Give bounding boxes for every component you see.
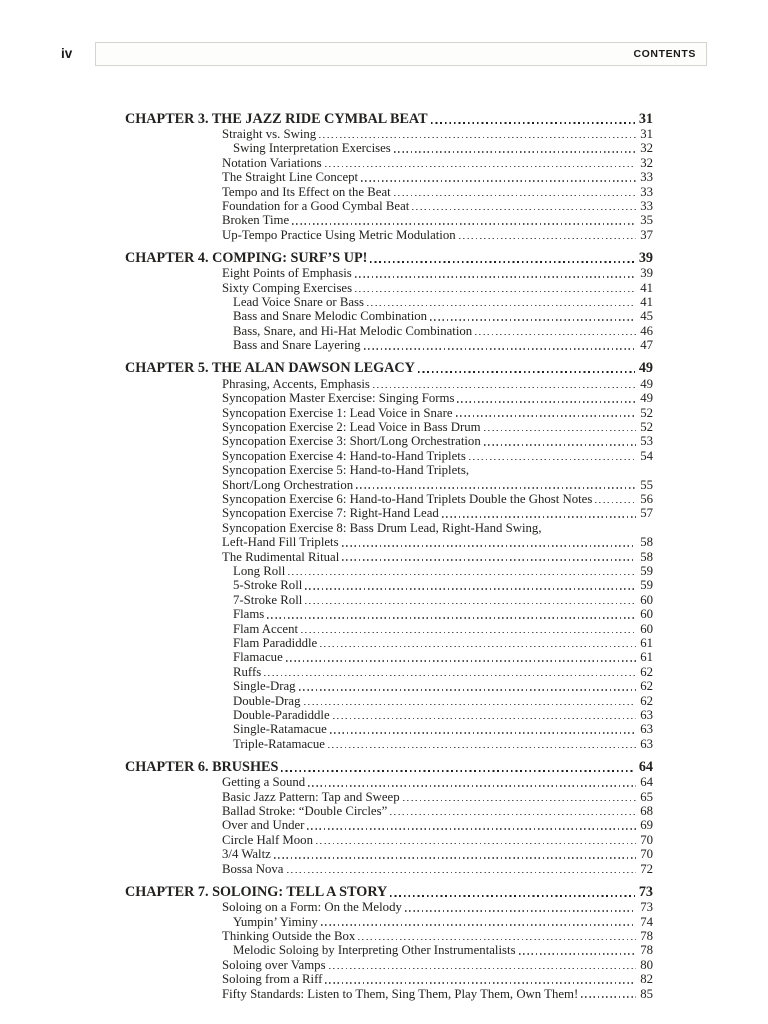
toc-entry-page: 74 [640, 914, 653, 929]
toc-entry-page: 61 [640, 650, 653, 665]
toc-entry [125, 199, 653, 213]
toc-entry [125, 578, 653, 592]
toc-entry-label: Sixty Comping Exercises [222, 280, 353, 295]
toc-entry-label: Eight Points of Emphasis [222, 266, 352, 281]
toc-entry-label: Double-Drag [233, 693, 301, 708]
toc-entry-label: Phrasing, Accents, Emphasis [222, 376, 370, 391]
toc-entry-label: Syncopation Exercise 5: Hand-to-Hand Triplets, [222, 463, 470, 478]
toc-entry-page: 60 [640, 621, 653, 636]
toc-entry [125, 804, 653, 818]
toc-entry-page: 59 [640, 578, 653, 593]
toc-entry-label: Flamacue [233, 650, 283, 665]
toc-entry [125, 862, 653, 876]
dot-leader [325, 166, 637, 168]
dot-leader [484, 430, 637, 432]
toc-entry [125, 324, 653, 338]
toc-entry-page: 47 [640, 338, 653, 353]
toc-entry-page: 63 [640, 722, 653, 737]
toc-entry-page: 35 [640, 213, 653, 228]
toc-entry [125, 281, 653, 295]
toc-entry-page: 69 [640, 818, 653, 833]
toc-entry [125, 185, 653, 199]
toc-entry-label: Foundation for a Good Cymbal Beat [222, 199, 410, 214]
dot-leader [519, 953, 637, 955]
toc-entry [125, 377, 653, 391]
toc-entry-page: 78 [640, 928, 653, 943]
toc-entry-page: 73 [640, 900, 653, 915]
toc-entry-page: 33 [640, 184, 653, 199]
toc-entry-page: 62 [640, 664, 653, 679]
toc-entry-label: Flams [233, 607, 265, 622]
toc-entry-label: Bossa Nova [222, 861, 284, 876]
dot-leader [342, 559, 636, 561]
toc-entry [125, 972, 653, 986]
toc-entry-page: 70 [640, 832, 653, 847]
toc-entry-label: Lead Voice Snare or Bass [233, 295, 365, 310]
toc-entry-page: 33 [640, 199, 653, 214]
toc-entry-label: Long Roll [233, 563, 286, 578]
toc-entry-label: Bass and Snare Layering [233, 338, 361, 353]
toc-entry [125, 391, 653, 405]
dot-leader [370, 261, 634, 263]
toc-entry-page: 57 [640, 506, 653, 521]
toc-entry-page: 73 [638, 883, 653, 900]
toc-entry [125, 818, 653, 832]
toc-entry-label: Ruffs [233, 664, 262, 679]
toc-entry-label: Ballad Stroke: “Double Circles” [222, 804, 388, 819]
toc-entry-page: 41 [640, 295, 653, 310]
dot-leader [292, 223, 636, 225]
dot-leader [459, 238, 637, 240]
toc-entry-label: Broken Time [222, 213, 290, 228]
dot-leader [321, 924, 636, 926]
toc-entry [125, 759, 653, 776]
dot-leader [288, 574, 636, 576]
dot-leader [373, 387, 636, 389]
dot-leader [581, 996, 636, 998]
toc-entry [125, 141, 653, 155]
toc-entry [125, 847, 653, 861]
toc-entry-page: 49 [640, 376, 653, 391]
toc-entry-label: Bass and Snare Melodic Combination [233, 309, 428, 324]
toc-entry-page: 53 [640, 434, 653, 449]
toc-entry-page: 82 [640, 972, 653, 987]
dot-leader [316, 843, 636, 845]
toc-entry [125, 463, 653, 477]
toc-entry-page: 45 [640, 309, 653, 324]
dot-leader [319, 137, 636, 139]
toc-entry-label: Syncopation Master Exercise: Singing Forms [222, 391, 455, 406]
toc-entry [125, 434, 653, 448]
toc-entry-page: 49 [640, 391, 653, 406]
toc-entry [125, 790, 653, 804]
toc-entry [125, 420, 653, 434]
toc-entry-label: 5-Stroke Roll [233, 578, 303, 593]
toc-entry-label: Double-Paradiddle [233, 708, 330, 723]
toc-entry-page: 64 [640, 775, 653, 790]
dot-leader [364, 348, 637, 350]
toc-entry-page: 62 [640, 693, 653, 708]
dot-leader [356, 487, 636, 489]
toc-entry-label: Swing Interpretation Exercises [233, 141, 391, 156]
toc-entry-page: 72 [640, 861, 653, 876]
toc-entry [125, 127, 653, 141]
running-header-label: CONTENTS [633, 48, 696, 60]
toc-entry-label: Fifty Standards: Listen to Them, Sing Them, Play Them, Own Them! [222, 986, 579, 1001]
toc-entry-label: Triple-Ratamacue [233, 736, 325, 751]
toc-entry-label: Getting a Sound [222, 775, 306, 790]
toc-entry [125, 884, 653, 901]
toc-entry-page: 65 [640, 789, 653, 804]
dot-leader [320, 646, 636, 648]
toc-entry [125, 593, 653, 607]
toc-entry-page: 52 [640, 419, 653, 434]
toc-entry [125, 679, 653, 693]
toc-entry-page: 58 [640, 535, 653, 550]
toc-entry-page: 55 [640, 477, 653, 492]
toc-entry-label: Circle Half Moon [222, 832, 313, 847]
toc-entry-page: 32 [640, 155, 653, 170]
toc-entry [125, 622, 653, 636]
toc-entry-label: Thinking Outside the Box [222, 928, 356, 943]
toc-entry-page: 64 [638, 758, 653, 775]
toc-entry [125, 170, 653, 184]
dot-leader [267, 617, 636, 619]
dot-leader [405, 910, 636, 912]
toc-entry [125, 535, 653, 549]
toc-entry-page: 37 [640, 227, 653, 242]
dot-leader [305, 603, 636, 605]
toc-entry-page: 78 [640, 943, 653, 958]
toc-entry-page: 63 [640, 708, 653, 723]
toc-entry-page: 68 [640, 804, 653, 819]
dot-leader [305, 588, 636, 590]
toc-entry [125, 915, 653, 929]
toc-entry-page: 33 [640, 170, 653, 185]
toc-entry-label: 3/4 Waltz [222, 847, 271, 862]
dot-leader [307, 828, 636, 830]
dot-leader [430, 319, 636, 321]
dot-leader [390, 895, 635, 897]
dot-leader [355, 276, 636, 278]
toc-entry [125, 550, 653, 564]
dot-leader [304, 704, 637, 706]
dot-leader [286, 660, 636, 662]
dot-leader [442, 516, 636, 518]
toc-entry [125, 228, 653, 242]
toc-entry [125, 478, 653, 492]
dot-leader [469, 459, 636, 461]
toc-entry-label: Syncopation Exercise 8: Bass Drum Lead, Right-Hand Swing, [222, 520, 542, 535]
dot-leader [475, 334, 636, 336]
toc-entry-label: Basic Jazz Pattern: Tap and Sweep [222, 789, 400, 804]
toc-entry-page: 62 [640, 679, 653, 694]
toc-entry-page: 61 [640, 636, 653, 650]
toc-entry-page: 52 [640, 405, 653, 420]
toc-entry-label: Up-Tempo Practice Using Metric Modulation [222, 227, 456, 242]
toc-entry-label: Short/Long Orchestration [222, 477, 354, 492]
toc-entry [125, 636, 653, 650]
dot-leader [390, 814, 636, 816]
toc-entry [125, 111, 653, 128]
toc-entry-page: 63 [640, 736, 653, 751]
toc-entry [125, 943, 653, 957]
toc-entry [125, 449, 653, 463]
toc-entry-label: Single-Ratamacue [233, 722, 327, 737]
dot-leader [342, 545, 637, 547]
toc-entry [125, 665, 653, 679]
dot-leader [394, 195, 636, 197]
toc-entry-label: Soloing on a Form: On the Melody [222, 900, 402, 915]
dot-leader [595, 502, 636, 504]
dot-leader [281, 770, 634, 772]
toc-entry [125, 213, 653, 227]
dot-leader [299, 689, 637, 691]
dot-leader [329, 968, 637, 970]
toc-entry-label: Left-Hand Fill Triplets [222, 535, 339, 550]
toc-entry [125, 406, 653, 420]
toc-entry-page: 41 [640, 280, 653, 295]
toc-entry [125, 607, 653, 621]
dot-leader [418, 371, 635, 373]
dot-leader [412, 209, 636, 211]
toc-entry [125, 708, 653, 722]
toc-entry-page: 39 [640, 266, 653, 281]
dot-leader [325, 982, 636, 984]
toc [125, 103, 653, 1001]
toc-entry [125, 360, 653, 377]
toc-entry-page: 70 [640, 847, 653, 862]
toc-entry [125, 929, 653, 943]
toc-entry [125, 737, 653, 751]
running-header-bar [95, 42, 707, 66]
toc-entry [125, 521, 653, 535]
toc-entry [125, 295, 653, 309]
dot-leader [287, 872, 637, 874]
dot-leader [361, 180, 636, 182]
toc-entry [125, 266, 653, 280]
toc-entry-page: 54 [640, 448, 653, 463]
toc-entry-label: Straight vs. Swing [222, 127, 317, 141]
toc-entry-label: Notation Variations [222, 155, 322, 170]
toc-entry-page: 56 [640, 491, 653, 506]
toc-entry-label: Syncopation Exercise 3: Short/Long Orchestration [222, 434, 481, 449]
toc-entry [125, 833, 653, 847]
dot-leader [301, 632, 636, 634]
toc-entry-label: Soloing over Vamps [222, 957, 326, 972]
toc-entry-label: Melodic Soloing by Interpreting Other Instrumentalists [233, 943, 516, 958]
toc-entry-page: 46 [640, 323, 653, 338]
toc-entry-label: CHAPTER 4. COMPING: SURF’S UP! [125, 249, 368, 266]
dot-leader [330, 732, 636, 734]
toc-entry-label: CHAPTER 5. THE ALAN DAWSON LEGACY [125, 360, 415, 377]
dot-leader [264, 675, 636, 677]
toc-entry-label: Over and Under [222, 818, 305, 833]
toc-entry-page: 85 [640, 986, 653, 1001]
toc-entry-label: Syncopation Exercise 1: Lead Voice in Snare [222, 405, 453, 420]
toc-entry-label: Single-Drag [233, 679, 296, 694]
toc-entry-label: CHAPTER 7. SOLOING: TELL A STORY [125, 883, 388, 900]
toc-entry [125, 958, 653, 972]
toc-entry-page: 58 [640, 549, 653, 564]
toc-entry-label: Yumpin’ Yiminy [233, 914, 318, 929]
toc-entry-label: CHAPTER 6. BRUSHES [125, 758, 279, 775]
toc-entry [125, 564, 653, 578]
toc-entry-page: 80 [640, 957, 653, 972]
toc-entry-label: Syncopation Exercise 2: Lead Voice in Bass Drum [222, 419, 481, 434]
toc-entry [125, 775, 653, 789]
toc-entry-page: 31 [638, 110, 653, 127]
toc-entry [125, 338, 653, 352]
toc-entry [125, 900, 653, 914]
page-folio: iv [61, 46, 73, 61]
toc-entry-label: Syncopation Exercise 6: Hand-to-Hand Triplets Double the Ghost Notes [222, 491, 593, 506]
toc-entry [125, 492, 653, 506]
toc-entry-label: 7-Stroke Roll [233, 592, 303, 607]
toc-entry-label: Syncopation Exercise 7: Right-Hand Lead [222, 506, 439, 521]
toc-entry-page: 39 [638, 249, 653, 266]
dot-leader [328, 747, 636, 749]
dot-leader [431, 122, 635, 124]
toc-entry-label: The Straight Line Concept [222, 170, 359, 185]
toc-entry-page: 32 [640, 141, 653, 156]
dot-leader [394, 151, 636, 153]
toc-entry-page: 60 [640, 592, 653, 607]
dot-leader [308, 785, 636, 787]
toc-entry-label: Soloing from a Riff [222, 972, 323, 987]
toc-entry-page: 49 [638, 360, 653, 377]
dot-leader [358, 939, 636, 941]
toc-entry [125, 650, 653, 664]
toc-entry [125, 722, 653, 736]
dot-leader [274, 857, 636, 859]
toc-entry [125, 987, 653, 1001]
toc-entry-page: 31 [640, 127, 653, 141]
toc-entry-label: Syncopation Exercise 4: Hand-to-Hand Triplets [222, 448, 466, 463]
toc-entry-label: Bass, Snare, and Hi-Hat Melodic Combination [233, 323, 473, 338]
dot-leader [456, 415, 637, 417]
dot-leader [403, 800, 637, 802]
toc-entry-page: 59 [640, 563, 653, 578]
toc-entry-label: Tempo and Its Effect on the Beat [222, 184, 391, 199]
toc-entry [125, 694, 653, 708]
toc-entry [125, 309, 653, 323]
dot-leader [333, 718, 637, 720]
dot-leader [355, 291, 636, 293]
toc-entry [125, 506, 653, 520]
toc-entry-label: Flam Accent [233, 621, 299, 636]
toc-entry-label: The Rudimental Ritual [222, 549, 340, 564]
dot-leader [367, 305, 636, 307]
toc-entry-label: CHAPTER 3. THE JAZZ RIDE CYMBAL BEAT [125, 110, 428, 127]
dot-leader [457, 401, 636, 403]
toc-entry-page: 60 [640, 607, 653, 622]
toc-entry-label: Flam Paradiddle [233, 636, 318, 650]
toc-entry [125, 156, 653, 170]
toc-entry [125, 250, 653, 267]
dot-leader [484, 444, 636, 446]
